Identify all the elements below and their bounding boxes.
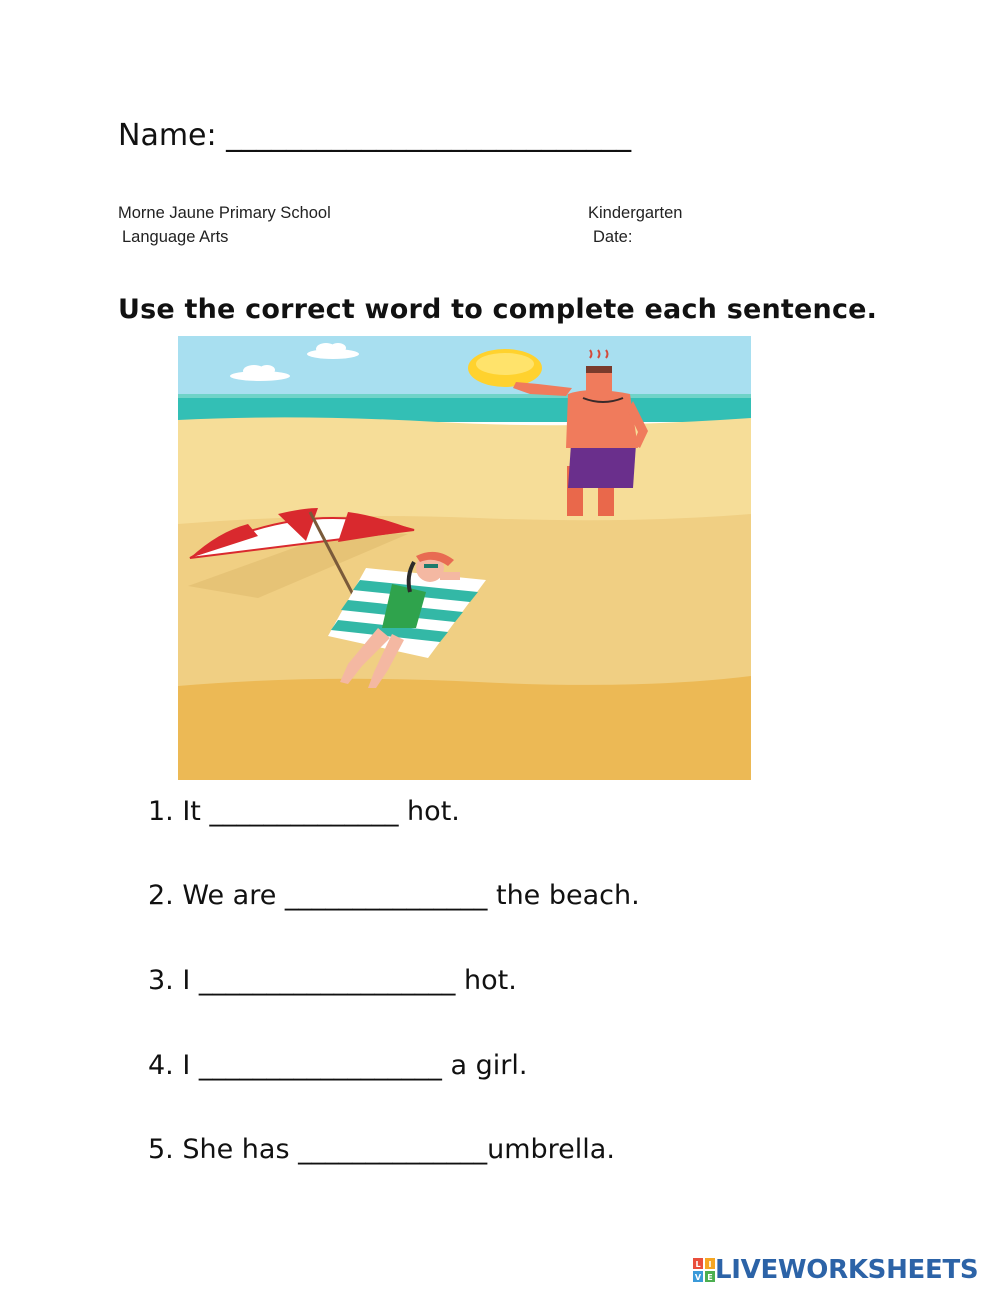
- question-4: 4. I __________________ a girl.: [148, 1050, 528, 1081]
- school-name: Morne Jaune Primary School: [118, 204, 331, 222]
- logo-badge-letter: L: [695, 1260, 701, 1269]
- name-field-label: Name: ___________________________: [118, 118, 632, 153]
- grade-level: Kindergarten: [588, 204, 683, 222]
- beach-illustration: [178, 336, 751, 780]
- liveworksheets-logo: [693, 1255, 978, 1285]
- question-1: 1. It ______________ hot.: [148, 796, 460, 827]
- sand-dark: [178, 676, 751, 780]
- date-label: Date:: [593, 228, 633, 246]
- logo-wordmark: LIVEWORKSHEETS: [715, 1255, 979, 1285]
- logo-badge-letter: E: [707, 1273, 713, 1282]
- subject-name: Language Arts: [122, 228, 229, 246]
- logo-badge-icon: [693, 1258, 715, 1282]
- question-2: 2. We are _______________ the beach.: [148, 880, 640, 911]
- logo-badge-letter: V: [694, 1273, 702, 1282]
- logo-badge-letter: I: [708, 1260, 712, 1269]
- question-3: 3. I ___________________ hot.: [148, 965, 517, 996]
- question-5: 5. She has ______________umbrella.: [148, 1134, 615, 1165]
- instruction-heading: Use the correct word to complete each sentence.: [118, 294, 878, 325]
